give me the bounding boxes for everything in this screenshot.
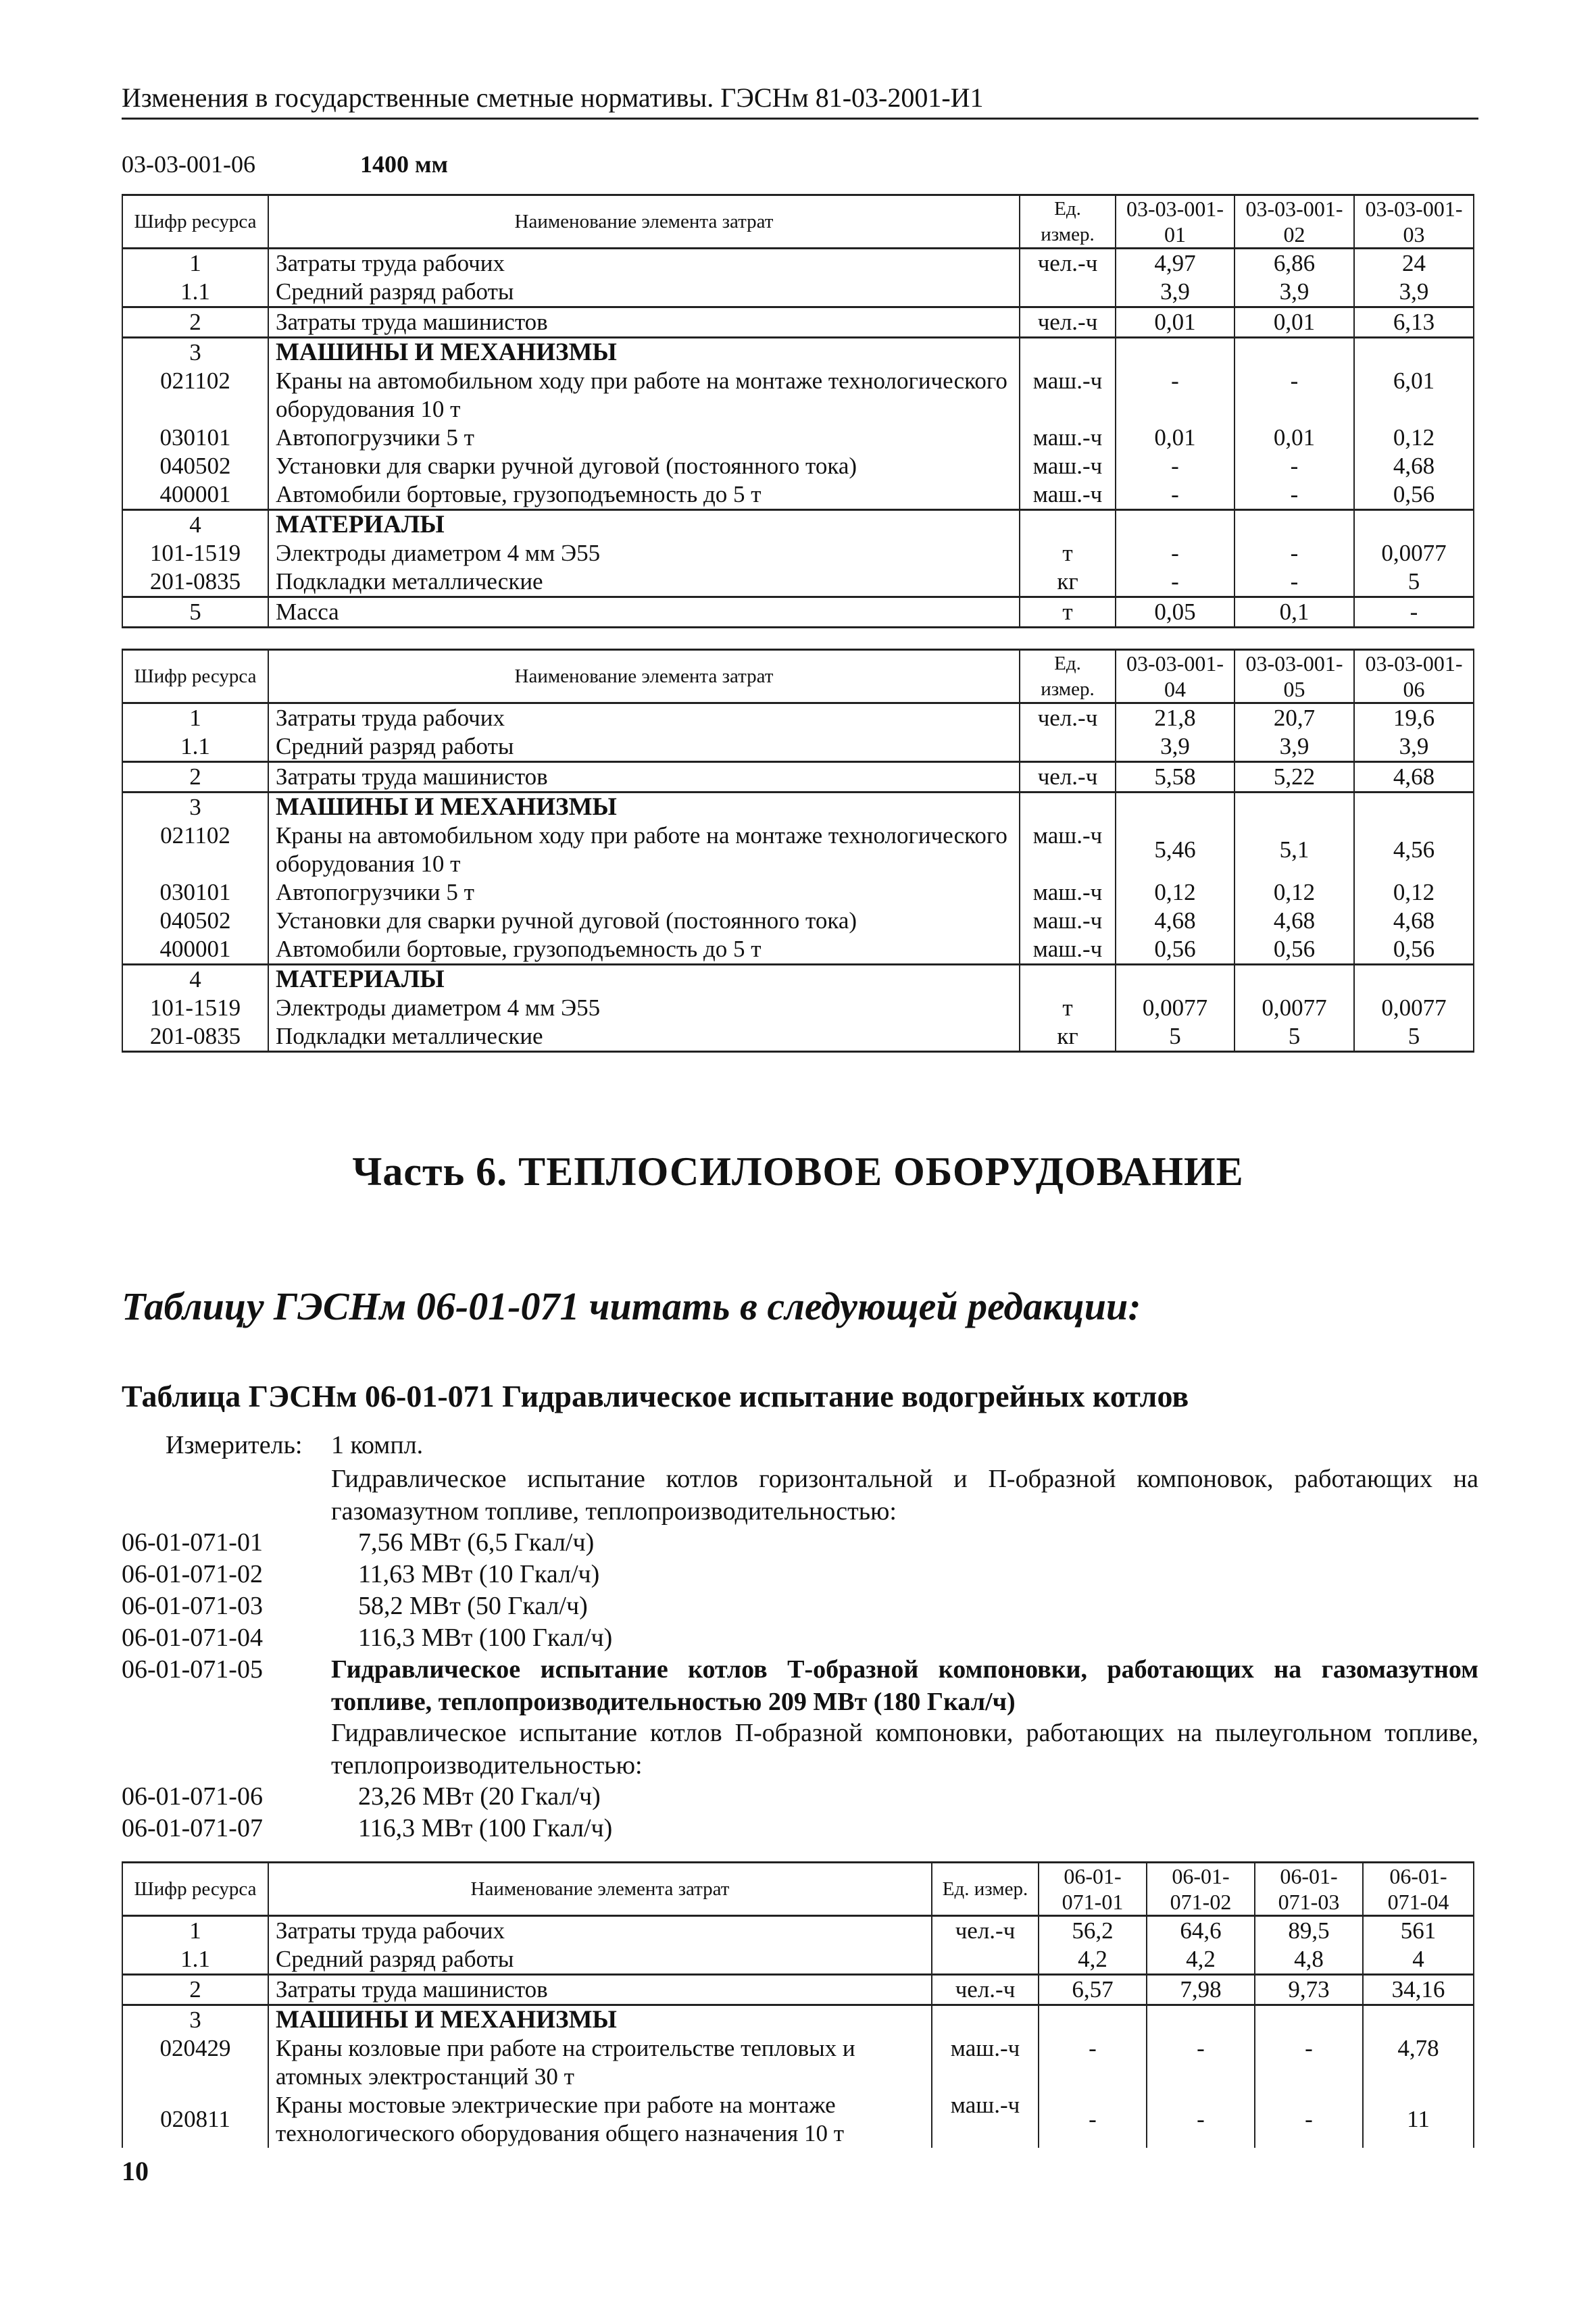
resource-unit: чел.-ч	[932, 1916, 1039, 1946]
resource-name: Затраты труда машинистов	[268, 307, 1020, 338]
resource-code: 4	[122, 965, 268, 995]
table-row	[122, 994, 1474, 1022]
norm-value: -	[1235, 539, 1354, 568]
resource-code: 101-1519	[122, 539, 268, 568]
resource-code: 1	[122, 249, 268, 278]
norm-value: 0,12	[1116, 878, 1235, 907]
norm-value: 4	[1363, 1945, 1474, 1975]
norm-code: 06-01-071-06	[122, 1782, 263, 1811]
norm-value: 4,78	[1363, 2034, 1474, 2091]
page-number: 10	[122, 2156, 149, 2186]
resource-unit: маш.-ч	[1020, 424, 1116, 452]
norm-code: 06-01-071-07	[122, 1814, 263, 1842]
norm-capacity: 116,3 МВт (100 Гкал/ч)	[358, 1814, 613, 1842]
header-column: 03-03-001-03	[1354, 195, 1474, 249]
resource-code: 101-1519	[122, 994, 268, 1022]
norm-value: 0,56	[1354, 480, 1474, 510]
norm-value: 0,0077	[1354, 994, 1474, 1022]
header-unit: Ед. измер.	[932, 1863, 1039, 1916]
norm-value	[1363, 2005, 1474, 2035]
part-title: Часть 6. ТЕПЛОСИЛОВОЕ ОБОРУДОВАНИЕ	[352, 1149, 1244, 1194]
header-name: Наименование элемента затрат	[268, 1863, 932, 1916]
norm-value: 56,2	[1039, 1916, 1147, 1946]
table-row	[122, 793, 1474, 822]
resource-name: Затраты труда рабочих	[268, 1916, 932, 1946]
norm-value: -	[1116, 452, 1235, 480]
norm-value: 0,12	[1354, 424, 1474, 452]
table-row	[122, 965, 1474, 995]
header-column: 03-03-001-02	[1235, 195, 1354, 249]
resource-code: 5	[122, 597, 268, 628]
resource-code: 1	[122, 1916, 268, 1946]
resource-code: 020811	[122, 2091, 268, 2148]
norm-value: -	[1116, 568, 1235, 597]
resource-unit: маш.-ч	[1020, 367, 1116, 424]
table-row	[122, 480, 1474, 510]
resource-unit: маш.-ч	[1020, 935, 1116, 965]
norm-value: 4,68	[1116, 907, 1235, 935]
resource-code: 3	[122, 793, 268, 822]
section-title: МАШИНЫ И МЕХАНИЗМЫ	[268, 2005, 932, 2035]
norm-value	[1235, 338, 1354, 368]
norm-value: 19,6	[1354, 703, 1474, 733]
table-row	[122, 367, 1474, 424]
resource-code: 020429	[122, 2034, 268, 2091]
resource-code: 400001	[122, 935, 268, 965]
resource-code: 3	[122, 338, 268, 368]
norm-value: 6,57	[1039, 1975, 1147, 2005]
norm-code: 06-01-071-02	[122, 1560, 263, 1588]
norm-value: 7,98	[1147, 1975, 1255, 2005]
table-row	[122, 762, 1474, 793]
norm-value: -	[1116, 367, 1235, 424]
norm-value: 5,1	[1235, 822, 1354, 878]
header-unit: Ед. измер.	[1020, 195, 1116, 249]
norm-table-3	[122, 1861, 1474, 2148]
section-title: МАШИНЫ И МЕХАНИЗМЫ	[268, 338, 1020, 368]
resource-name: Краны на автомобильном ходу при работе на монтаже технологического оборудования 10 т	[268, 367, 1020, 424]
norm-value: -	[1235, 367, 1354, 424]
table-row	[122, 510, 1474, 540]
norm-value	[1354, 338, 1474, 368]
header-column: 06-01-071-03	[1255, 1863, 1363, 1916]
resource-name: Установки для сварки ручной дуговой (постоянного тока)	[268, 907, 1020, 935]
resource-code: 1	[122, 703, 268, 733]
norm-value: 5	[1354, 1022, 1474, 1052]
norm-value: 0,56	[1354, 935, 1474, 965]
norm-value	[1255, 2005, 1363, 2035]
norm-value: 6,86	[1235, 249, 1354, 278]
norm-value: 64,6	[1147, 1916, 1255, 1946]
resource-unit	[932, 1945, 1039, 1975]
norm-capacity: 116,3 МВт (100 Гкал/ч)	[358, 1624, 613, 1652]
table-row	[122, 338, 1474, 368]
norm-value: 3,9	[1116, 278, 1235, 307]
norm-capacity: 58,2 МВт (50 Гкал/ч)	[358, 1592, 588, 1620]
resource-name: Краны мостовые электрические при работе на монтаже технологического оборудования общего назначения 10 т	[268, 2091, 932, 2148]
table-row	[122, 424, 1474, 452]
resource-unit: чел.-ч	[1020, 762, 1116, 793]
norm-value: 0,01	[1235, 424, 1354, 452]
header-code: Шифр ресурса	[122, 650, 268, 703]
header-code: Шифр ресурса	[122, 195, 268, 249]
resource-name: Подкладки металлические	[268, 1022, 1020, 1052]
resource-code: 3	[122, 2005, 268, 2035]
table-row	[122, 2005, 1474, 2035]
norm-value: 4,8	[1255, 1945, 1363, 1975]
norm-value	[1354, 965, 1474, 995]
norm-value: -	[1039, 2034, 1147, 2091]
resource-name: Средний разряд работы	[268, 1945, 932, 1975]
header-column: 03-03-001-04	[1116, 650, 1235, 703]
table-row	[122, 307, 1474, 338]
resource-unit: чел.-ч	[1020, 249, 1116, 278]
resource-code: 1.1	[122, 278, 268, 307]
header-column: 06-01-071-01	[1039, 1863, 1147, 1916]
norm-code: 06-01-071-05	[122, 1655, 263, 1684]
resource-name: Автопогрузчики 5 т	[268, 424, 1020, 452]
table-row	[122, 452, 1474, 480]
table-row	[122, 732, 1474, 762]
table-header-row	[122, 195, 1474, 249]
norm-value: 4,68	[1354, 907, 1474, 935]
resource-unit: чел.-ч	[932, 1975, 1039, 2005]
section-title: МАТЕРИАЛЫ	[268, 965, 1020, 995]
resource-code: 201-0835	[122, 1022, 268, 1052]
norm-value: -	[1116, 539, 1235, 568]
norm-value: 4,2	[1039, 1945, 1147, 1975]
table-row	[122, 568, 1474, 597]
meter-label: Измеритель:	[166, 1431, 303, 1459]
resource-name: Автомобили бортовые, грузоподъемность до 5 т	[268, 480, 1020, 510]
norm-value: 561	[1363, 1916, 1474, 1946]
norm-value: -	[1235, 452, 1354, 480]
table-row	[122, 703, 1474, 733]
table-header-row	[122, 650, 1474, 703]
resource-code: 2	[122, 307, 268, 338]
norm-value: 4,68	[1354, 452, 1474, 480]
resource-unit: кг	[1020, 1022, 1116, 1052]
resource-unit: маш.-ч	[1020, 907, 1116, 935]
resource-code: 4	[122, 510, 268, 540]
resource-code: 021102	[122, 367, 268, 424]
norm-value: 0,0077	[1354, 539, 1474, 568]
norm-value	[1116, 965, 1235, 995]
resource-unit	[1020, 278, 1116, 307]
norm-value: 0,56	[1116, 935, 1235, 965]
resource-unit: маш.-ч	[932, 2091, 1039, 2148]
norm-value: -	[1255, 2091, 1363, 2148]
resource-unit	[932, 2005, 1039, 2035]
table-row	[122, 597, 1474, 628]
resource-code: 1.1	[122, 1945, 268, 1975]
table-row	[122, 1945, 1474, 1975]
norm-value: 5	[1235, 1022, 1354, 1052]
norm-capacity: 7,56 МВт (6,5 Гкал/ч)	[358, 1528, 595, 1557]
running-header: Изменения в государственные сметные нормативы. ГЭСНм 81-03-2001-И1	[122, 81, 1478, 120]
resource-name: Автопогрузчики 5 т	[268, 878, 1020, 907]
norm-value	[1235, 793, 1354, 822]
norm-value: 0,12	[1235, 878, 1354, 907]
table-title: Таблица ГЭСНм 06-01-071 Гидравлическое испытание водогрейных котлов	[122, 1379, 1189, 1413]
header-column: 06-01-071-02	[1147, 1863, 1255, 1916]
resource-name: Средний разряд работы	[268, 278, 1020, 307]
norm-capacity: 11,63 МВт (10 Гкал/ч)	[358, 1560, 600, 1588]
table-row	[122, 249, 1474, 278]
norm-value: 4,2	[1147, 1945, 1255, 1975]
resource-name: Электроды диаметром 4 мм Э55	[268, 539, 1020, 568]
resource-unit: маш.-ч	[932, 2034, 1039, 2091]
resource-code: 1.1	[122, 732, 268, 762]
header-name: Наименование элемента затрат	[268, 650, 1020, 703]
norm-value	[1116, 793, 1235, 822]
resource-unit	[1020, 510, 1116, 540]
norm-value: 3,9	[1116, 732, 1235, 762]
table-row	[122, 1022, 1474, 1052]
norm-value	[1235, 965, 1354, 995]
header-column: 03-03-001-06	[1354, 650, 1474, 703]
resource-name: Подкладки металлические	[268, 568, 1020, 597]
resource-unit: кг	[1020, 568, 1116, 597]
norm-value	[1354, 793, 1474, 822]
resource-unit: т	[1020, 994, 1116, 1022]
resource-unit	[1020, 793, 1116, 822]
resource-unit: т	[1020, 597, 1116, 628]
norm-value: 3,9	[1235, 732, 1354, 762]
section-size: 1400 мм	[360, 151, 449, 178]
norm-code: 06-01-071-03	[122, 1592, 263, 1620]
norm-value: 4,97	[1116, 249, 1235, 278]
resource-unit: чел.-ч	[1020, 307, 1116, 338]
norm-value	[1354, 510, 1474, 540]
norm-value: -	[1354, 597, 1474, 628]
table-header-row	[122, 1863, 1474, 1916]
resource-code: 040502	[122, 907, 268, 935]
resource-unit: маш.-ч	[1020, 878, 1116, 907]
norm-code: 06-01-071-01	[122, 1528, 263, 1557]
resource-code: 2	[122, 762, 268, 793]
table-row	[122, 822, 1474, 878]
section-title: МАТЕРИАЛЫ	[268, 510, 1020, 540]
resource-unit: маш.-ч	[1020, 480, 1116, 510]
norm-value: 0,0077	[1235, 994, 1354, 1022]
resource-name: Затраты труда рабочих	[268, 703, 1020, 733]
table-row	[122, 935, 1474, 965]
resource-name: Электроды диаметром 4 мм Э55	[268, 994, 1020, 1022]
resource-unit	[1020, 732, 1116, 762]
norm-value: 5,46	[1116, 822, 1235, 878]
norm-value: -	[1039, 2091, 1147, 2148]
table-row	[122, 2034, 1474, 2091]
resource-code: 040502	[122, 452, 268, 480]
table-row	[122, 907, 1474, 935]
norm-value: 3,9	[1354, 732, 1474, 762]
description-text: Гидравлическое испытание котлов П-образной компоновки, работающих на пылеугольном топливе, теплопроизводительностью:	[331, 1719, 1478, 1780]
resource-unit: т	[1020, 539, 1116, 568]
norm-value	[1147, 2005, 1255, 2035]
norm-value	[1039, 2005, 1147, 2035]
resource-name: Краны козловые при работе на строительстве тепловых и атомных электростанций 30 т	[268, 2034, 932, 2091]
header-column: 03-03-001-01	[1116, 195, 1235, 249]
resource-unit: маш.-ч	[1020, 822, 1116, 878]
resource-code: 030101	[122, 878, 268, 907]
norm-value: 4,68	[1235, 907, 1354, 935]
norm-value: 20,7	[1235, 703, 1354, 733]
resource-unit	[1020, 965, 1116, 995]
resource-code: 400001	[122, 480, 268, 510]
norm-value	[1116, 338, 1235, 368]
norm-table-2	[122, 649, 1474, 1053]
header-column: 03-03-001-05	[1235, 650, 1354, 703]
resource-name: Краны на автомобильном ходу при работе на монтаже технологического оборудования 10 т	[268, 822, 1020, 878]
table-row	[122, 1975, 1474, 2005]
table-row	[122, 2091, 1474, 2148]
resource-name: Установки для сварки ручной дуговой (постоянного тока)	[268, 452, 1020, 480]
table-row	[122, 878, 1474, 907]
norm-value: -	[1147, 2091, 1255, 2148]
resource-unit: маш.-ч	[1020, 452, 1116, 480]
norm-value	[1235, 510, 1354, 540]
norm-value: 5	[1354, 568, 1474, 597]
norm-value: 6,13	[1354, 307, 1474, 338]
norm-value	[1116, 510, 1235, 540]
norm-value: -	[1235, 568, 1354, 597]
resource-name: Затраты труда машинистов	[268, 1975, 932, 2005]
resource-code: 030101	[122, 424, 268, 452]
norm-value: -	[1235, 480, 1354, 510]
resource-name: Автомобили бортовые, грузоподъемность до 5 т	[268, 935, 1020, 965]
norm-value: 11	[1363, 2091, 1474, 2148]
norm-value: 3,9	[1235, 278, 1354, 307]
resource-name: Затраты труда машинистов	[268, 762, 1020, 793]
norm-value: 3,9	[1354, 278, 1474, 307]
norm-value: 0,01	[1235, 307, 1354, 338]
table-row	[122, 278, 1474, 307]
resource-unit: чел.-ч	[1020, 703, 1116, 733]
header-code: Шифр ресурса	[122, 1863, 268, 1916]
norm-value: 0,01	[1116, 307, 1235, 338]
norm-value: 4,68	[1354, 762, 1474, 793]
section-code: 03-03-001-06	[122, 151, 255, 178]
resource-code: 201-0835	[122, 568, 268, 597]
table-row	[122, 539, 1474, 568]
norm-value: 5,58	[1116, 762, 1235, 793]
table-row	[122, 1916, 1474, 1946]
description-text: Гидравлическое испытание котлов горизонтальной и П-образной компоновок, работающих на газомазутном топливе, теплопроизводительностью:	[331, 1465, 1478, 1526]
norm-value: 21,8	[1116, 703, 1235, 733]
norm-code: 06-01-071-04	[122, 1624, 263, 1652]
header-unit: Ед. измер.	[1020, 650, 1116, 703]
norm-capacity: 23,26 МВт (20 Гкал/ч)	[358, 1782, 601, 1811]
resource-code: 2	[122, 1975, 268, 2005]
section-title: МАШИНЫ И МЕХАНИЗМЫ	[268, 793, 1020, 822]
norm-value: 5	[1116, 1022, 1235, 1052]
norm-value: 0,01	[1116, 424, 1235, 452]
norm-value: -	[1255, 2034, 1363, 2091]
norm-value: 34,16	[1363, 1975, 1474, 2005]
norm-value: -	[1147, 2034, 1255, 2091]
norm-value: 0,56	[1235, 935, 1354, 965]
meter-value: 1 компл.	[331, 1431, 424, 1459]
resource-name: Затраты труда рабочих	[268, 249, 1020, 278]
header-column: 06-01-071-04	[1363, 1863, 1474, 1916]
norm-value: 0,0077	[1116, 994, 1235, 1022]
resource-name: Масса	[268, 597, 1020, 628]
norm-value: 89,5	[1255, 1916, 1363, 1946]
norm-value: 0,05	[1116, 597, 1235, 628]
resource-unit	[1020, 338, 1116, 368]
norm-value: 24	[1354, 249, 1474, 278]
norm-description: Гидравлическое испытание котлов Т-образной компоновки, работающих на газомазутном топливе, теплопроизводительностью 209 МВт (180 Гкал/ч)	[331, 1655, 1478, 1716]
norm-table-1	[122, 194, 1474, 628]
header-name: Наименование элемента затрат	[268, 195, 1020, 249]
norm-value: 0,12	[1354, 878, 1474, 907]
norm-value: 9,73	[1255, 1975, 1363, 2005]
norm-value: 0,1	[1235, 597, 1354, 628]
norm-value: 5,22	[1235, 762, 1354, 793]
resource-code: 021102	[122, 822, 268, 878]
resource-name: Средний разряд работы	[268, 732, 1020, 762]
instruction-text: Таблицу ГЭСНм 06-01-071 читать в следующей редакции:	[122, 1284, 1141, 1328]
norm-value: -	[1116, 480, 1235, 510]
norm-value: 6,01	[1354, 367, 1474, 424]
norm-value: 4,56	[1354, 822, 1474, 878]
